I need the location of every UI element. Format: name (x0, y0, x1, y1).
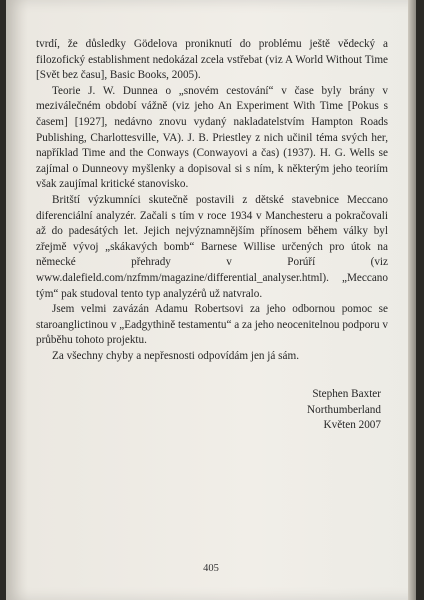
author-name: Stephen Baxter (312, 388, 381, 400)
paragraph-2: Teorie J. W. Dunnea o „snovém cestování“ v čase byly brány v meziválečném období vážně (viz jeho An Experiment With Time [Pokus s časem] [1927], nedávno znovu vydaný nakladatelstvím Hampton Roads Publishing, Charlottesville, VA). J. B. Priestley z nich učinil téma svých her, například Time and the Conways (Conwayovi a čas) (1937). H. G. Wells se zajímal o Dunneovy myšlenky a dopisoval si s ním, k některým jeho teoriím však zaujímal kritické stanovisko. (36, 84, 388, 191)
page-number: 405 (203, 563, 219, 574)
paragraph-1: tvrdí, že důsledky Gödelova proniknutí do problému ještě vědecký a filozofický establishment nedokázal zcela vstřebat (viz A World Without Time [Svět bez času], Basic Books, 2005). (36, 38, 388, 82)
page-body-text (36, 37, 388, 364)
page-edge-shadow (408, 0, 416, 600)
signature-date: Květen 2007 (323, 419, 381, 432)
signature-block (256, 387, 381, 434)
paragraph-4: Jsem velmi zavázán Adamu Robertsovi za jeho odbornou pomoc se staroanglictinou v „Eadgythině testamentu“ a za jeho neocenitelnou podporu v průběhu tohoto projektu. (36, 303, 388, 347)
paragraph-5: Za všechny chyby a nepřesnosti odpovídám jen já sám. (52, 349, 299, 362)
book-page (6, 0, 416, 600)
paragraph-3: Britští výzkumníci skutečně postavili z dětské stavebnice Meccano diferenciální analyzér. Začali s tím v roce 1934 v Manchesteru a pokračovali až do padesátých let. Jejich nejvýznamnějším přínosem během války byl zřejmě vývoj „skákavých bomb“ Barnese Willise určených pro útok na německé přehrady v Porúří (viz www.dalefield.com/nzfmm/magazine/differential_analyser.html). „Meccano tým“ pak studoval tento typ analyzérů už natvralo. (36, 193, 388, 300)
author-place: Northumberland (307, 403, 381, 416)
